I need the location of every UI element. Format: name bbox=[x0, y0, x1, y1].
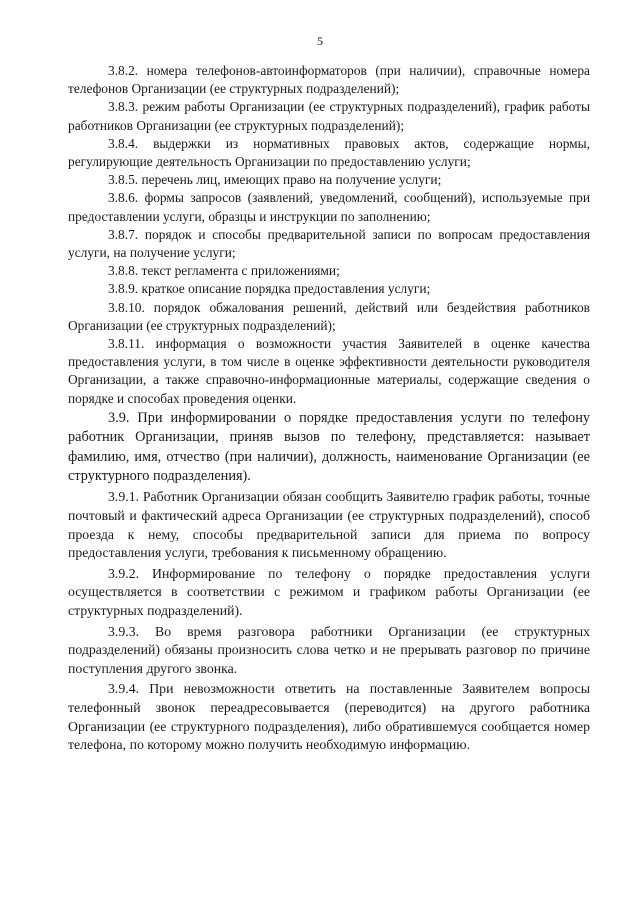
paragraph-3-9-2: 3.9.2. Информирование по телефону о порядке предоставления услуги осуществляется в соответствии с режимом и графиком работы Организации (ее структурных подразделений). bbox=[68, 565, 590, 619]
document-body bbox=[68, 62, 590, 755]
paragraph-3-9-1: 3.9.1. Работник Организации обязан сообщить Заявителю график работы, точные почтовый и фактический адреса Организации (ее структурных подразделений), способ проезда к нему, способы предварительной записи для приема по вопросу предоставления услуги, требования к письменному обращению. bbox=[68, 489, 590, 561]
paragraph-3-8-10: 3.8.10. порядок обжалования решений, действий или бездействия работников Организации (ее структурных подразделений); bbox=[68, 299, 590, 333]
paragraph-3-9-3: 3.9.3. Во время разговора работники Организации (ее структурных подразделений) обязаны произносить слова четко и не прерывать разговор по причине поступления другого звонка. bbox=[68, 623, 590, 676]
paragraph-3-8-11: 3.8.11. информация о возможности участия Заявителей в оценке качества предоставления услуги, в том числе в оценке эффективности деятельности руководителя Организации, а также справочно-информационные материалы, содержащие сведения о порядке и способах проведения оценки. bbox=[68, 336, 590, 406]
paragraph-3-9-4: 3.9.4. При невозможности ответить на поставленные Заявителем вопросы телефонный звонок переадресовывается (переводится) на другого работника Организации (ее структурного подразделения), либо обратившемуся сообщается номер телефона, по которому можно получить необходимую информацию. bbox=[68, 681, 590, 753]
page-number: 5 bbox=[317, 34, 323, 48]
paragraph-3-8-8: 3.8.8. текст регламента с приложениями; bbox=[108, 263, 340, 279]
paragraph-3-8-5: 3.8.5. перечень лиц, имеющих право на получение услуги; bbox=[108, 172, 442, 188]
paragraph-3-8-9: 3.8.9. краткое описание порядка предоставления услуги; bbox=[108, 281, 431, 297]
paragraph-3-8-4: 3.8.4. выдержки из нормативных правовых актов, содержащие нормы, регулирующие деятельность Организации по предоставлению услуги; bbox=[68, 135, 590, 170]
paragraph-3-8-7: 3.8.7. порядок и способы предварительной записи по вопросам предоставления услуги, на получение услуги; bbox=[68, 226, 590, 261]
paragraph-3-8-2: 3.8.2. номера телефонов-автоинформаторов (при наличии), справочные номера телефонов Организации (ее структурных подразделений); bbox=[68, 63, 590, 97]
paragraph-3-8-6: 3.8.6. формы запросов (заявлений, уведомлений, сообщений), используемые при предоставлении услуги, образцы и инструкции по заполнению; bbox=[68, 190, 590, 224]
paragraph-3-8-3: 3.8.3. режим работы Организации (ее структурных подразделений), график работы работников Организации (ее структурных подразделений); bbox=[68, 99, 590, 133]
paragraph-3-9: 3.9. При информировании о порядке предоставления услуги по телефону работник Организации, приняв вызов по телефону, представляется: называет фамилию, имя, отчество (при наличии), должность, наименование Организации (ее структурного подразделения). bbox=[68, 409, 590, 485]
